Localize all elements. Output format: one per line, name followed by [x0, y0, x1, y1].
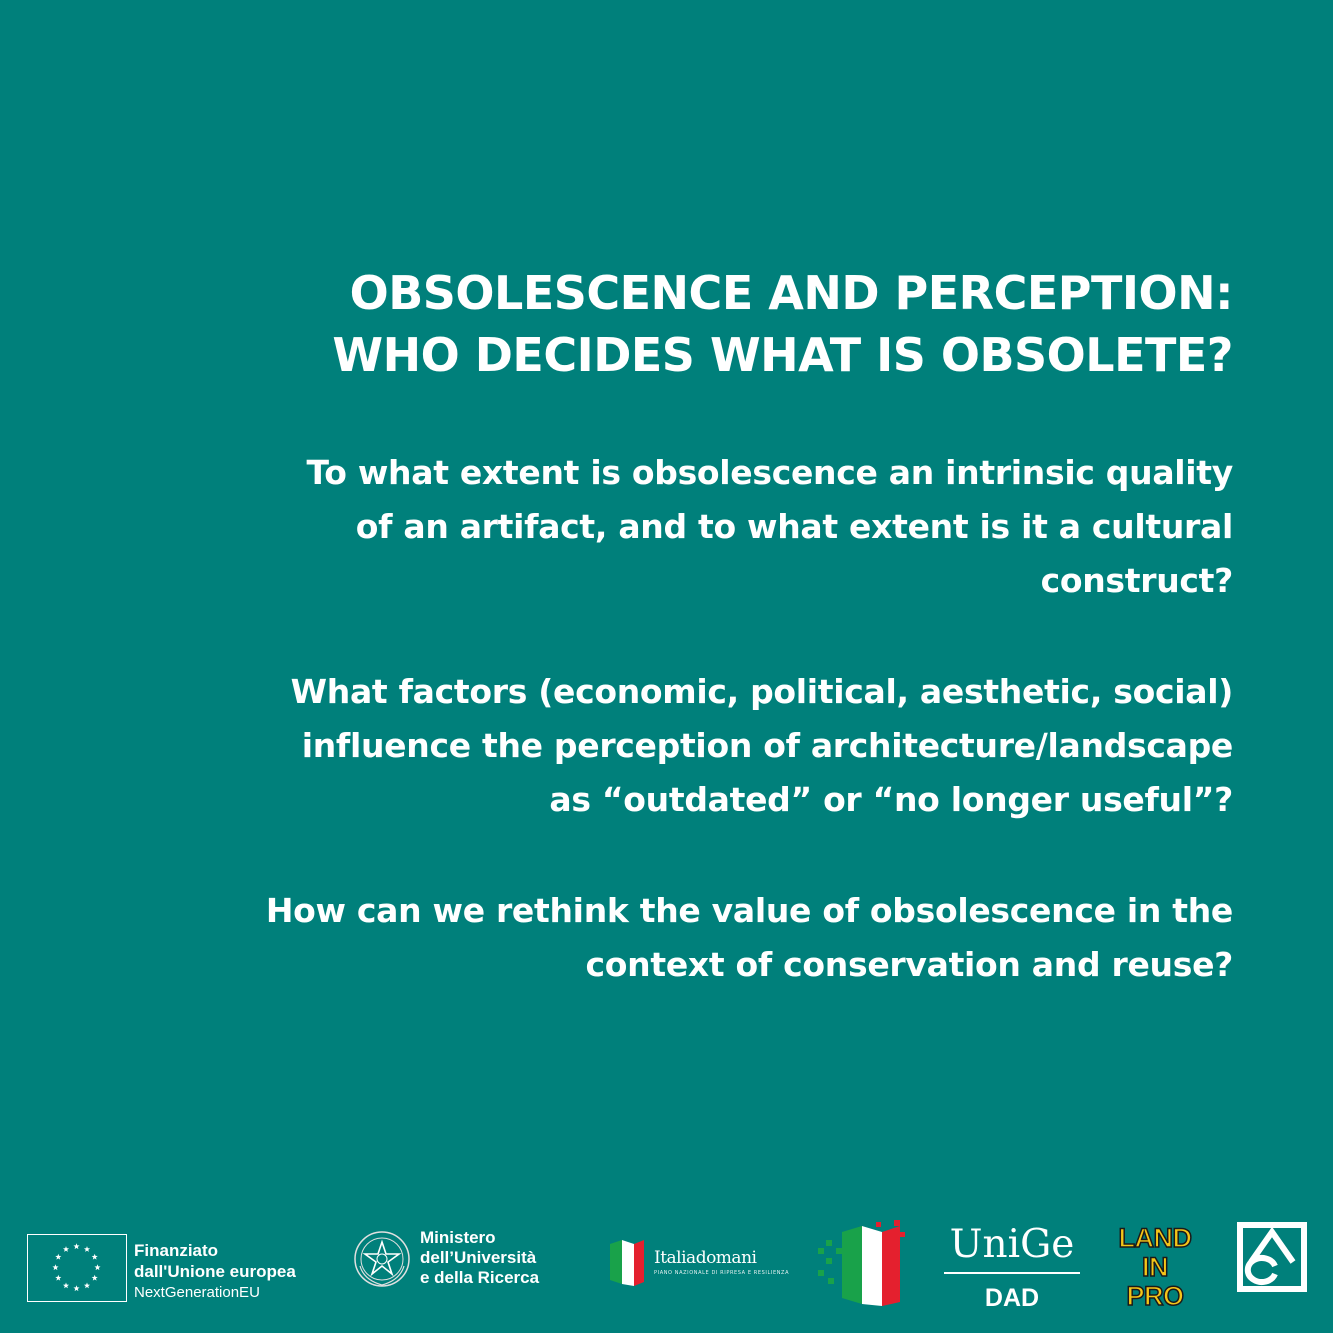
eu-star-icon — [52, 1264, 58, 1270]
italiadomani-subtitle: PIANO NAZIONALE DI RIPRESA E RESILIENZA — [654, 1270, 790, 1276]
title-line: OBSOLESCENCE AND PERCEPTION: — [349, 266, 1233, 320]
title-line: WHO DECIDES WHAT IS OBSOLETE? — [332, 328, 1233, 382]
question-line: context of conservation and reuse? — [585, 945, 1233, 984]
eu-star-icon — [92, 1254, 98, 1260]
ac-logo — [1237, 1222, 1307, 1296]
eu-line: NextGenerationEU — [134, 1284, 260, 1301]
unige-logo — [944, 1222, 1080, 1312]
eu-text — [134, 1240, 296, 1304]
question-line: influence the perception of architecture/landscape — [301, 726, 1233, 765]
main-content — [233, 262, 1233, 1049]
eu-star-icon — [63, 1246, 69, 1252]
mur-text — [420, 1228, 539, 1288]
question-line: of an artifact, and to what extent is it a cultural — [355, 507, 1233, 546]
italiadomani-name: Italiadomani — [654, 1248, 757, 1268]
mur-line: dell’Università — [420, 1248, 537, 1267]
landinpro-logo — [1118, 1224, 1192, 1311]
unige-divider — [944, 1272, 1080, 1274]
question-1 — [233, 446, 1233, 608]
eu-star-icon — [63, 1282, 69, 1288]
eu-star-icon — [84, 1282, 90, 1288]
italian-emblem-icon — [352, 1228, 412, 1290]
eu-star-icon — [84, 1246, 90, 1252]
question-3 — [233, 884, 1233, 992]
eu-flag-icon — [27, 1234, 127, 1302]
question-2 — [233, 665, 1233, 827]
pixel-flag-icon — [816, 1218, 906, 1310]
eu-star-icon — [94, 1264, 100, 1270]
question-line: How can we rethink the value of obsolescence in the — [265, 891, 1233, 930]
logo-footer — [0, 1210, 1333, 1333]
eu-star-icon — [73, 1285, 79, 1291]
eu-star-icon — [55, 1275, 61, 1281]
page-title — [233, 262, 1233, 386]
mur-line: Ministero — [420, 1228, 496, 1247]
question-line: What factors (economic, political, aesthetic, social) — [290, 672, 1233, 711]
landinpro-line: LAND — [1118, 1223, 1192, 1253]
landinpro-line: PRO — [1126, 1281, 1184, 1311]
eu-star-icon — [73, 1243, 79, 1249]
eu-line: dall'Unione europea — [134, 1262, 296, 1281]
pixel-flag-logo — [816, 1218, 906, 1314]
mur-line: e della Ricerca — [420, 1268, 540, 1287]
ac-logo-icon — [1237, 1222, 1307, 1292]
unige-dept: DAD — [984, 1283, 1040, 1312]
question-line: as “outdated” or “no longer useful”? — [549, 780, 1233, 819]
question-line: To what extent is obsolescence an intrinsic quality — [306, 453, 1233, 492]
italy-flag-icon — [608, 1236, 648, 1288]
unige-name: UniGe — [949, 1222, 1075, 1267]
eu-star-icon — [55, 1254, 61, 1260]
eu-star-icon — [92, 1275, 98, 1281]
landinpro-line: IN — [1142, 1252, 1168, 1282]
question-line: construct? — [1040, 561, 1233, 600]
eu-line: Finanziato — [134, 1241, 219, 1260]
